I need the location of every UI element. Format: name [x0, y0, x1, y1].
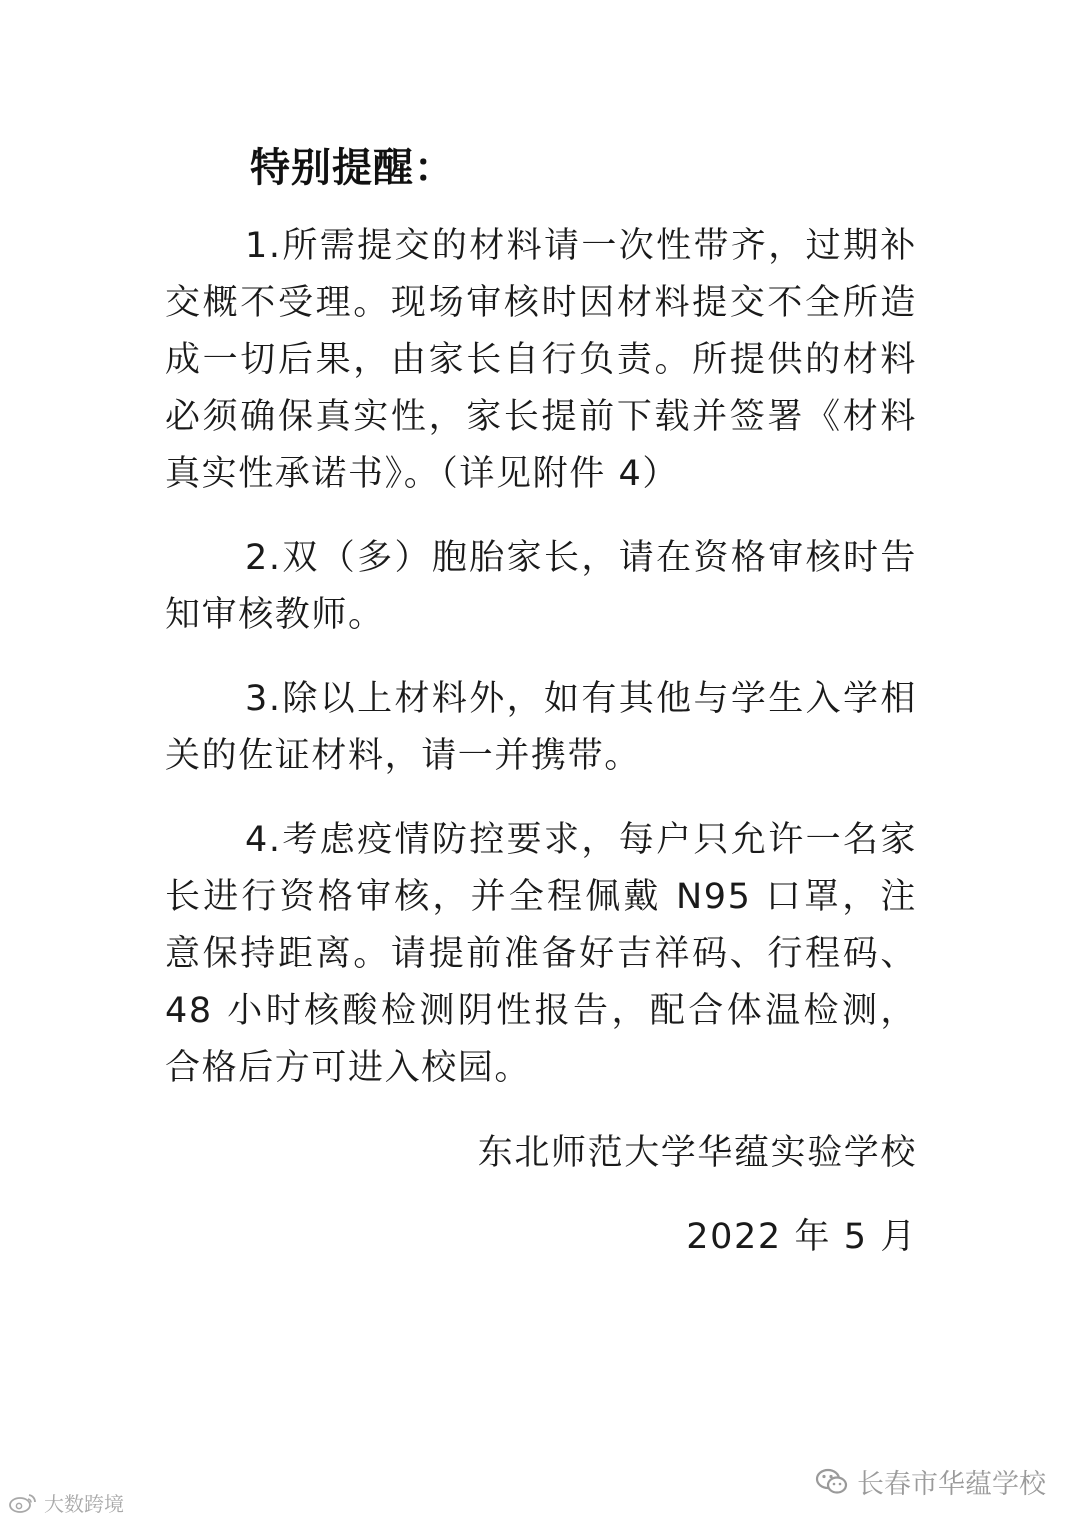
wechat-icon [815, 1467, 849, 1497]
notice-item-3: 3.除以上材料外，如有其他与学生入学相关的佐证材料，请一并携带。 [165, 679, 917, 776]
wechat-account-name: 长春市华蕴学校 [857, 1469, 1046, 1500]
notice-item-2: 2.双（多）胞胎家长，请在资格审核时告知审核教师。 [165, 538, 917, 635]
signer-school: 东北师范大学华蕴实验学校 [477, 1133, 917, 1173]
notice-item-4: 4.考虑疫情防控要求，每户只允许一名家长进行资格审核，并全程佩戴 N95 口罩，注意保持距离。请提前准备好吉祥码、行程码、48 小时核酸检测阴性报告，配合体温检测，合格后方可进入校园。 [165, 820, 917, 1088]
document-date: 2022 年 5 月 [686, 1217, 917, 1257]
weibo-watermark [8, 1488, 124, 1517]
weibo-account-name: 大数跨境 [44, 1492, 124, 1516]
notice-item-1: 1.所需提交的材料请一次性带齐，过期补交概不受理。现场审核时因材料提交不全所造成一切后果，由家长自行负责。所提供的材料必须确保真实性，家长提前下载并签署《材料真实性承诺书》。（详见附件 4） [165, 226, 917, 494]
wechat-watermark [815, 1462, 1046, 1501]
document-title: 特别提醒： [250, 144, 455, 191]
weibo-icon [8, 1492, 38, 1514]
